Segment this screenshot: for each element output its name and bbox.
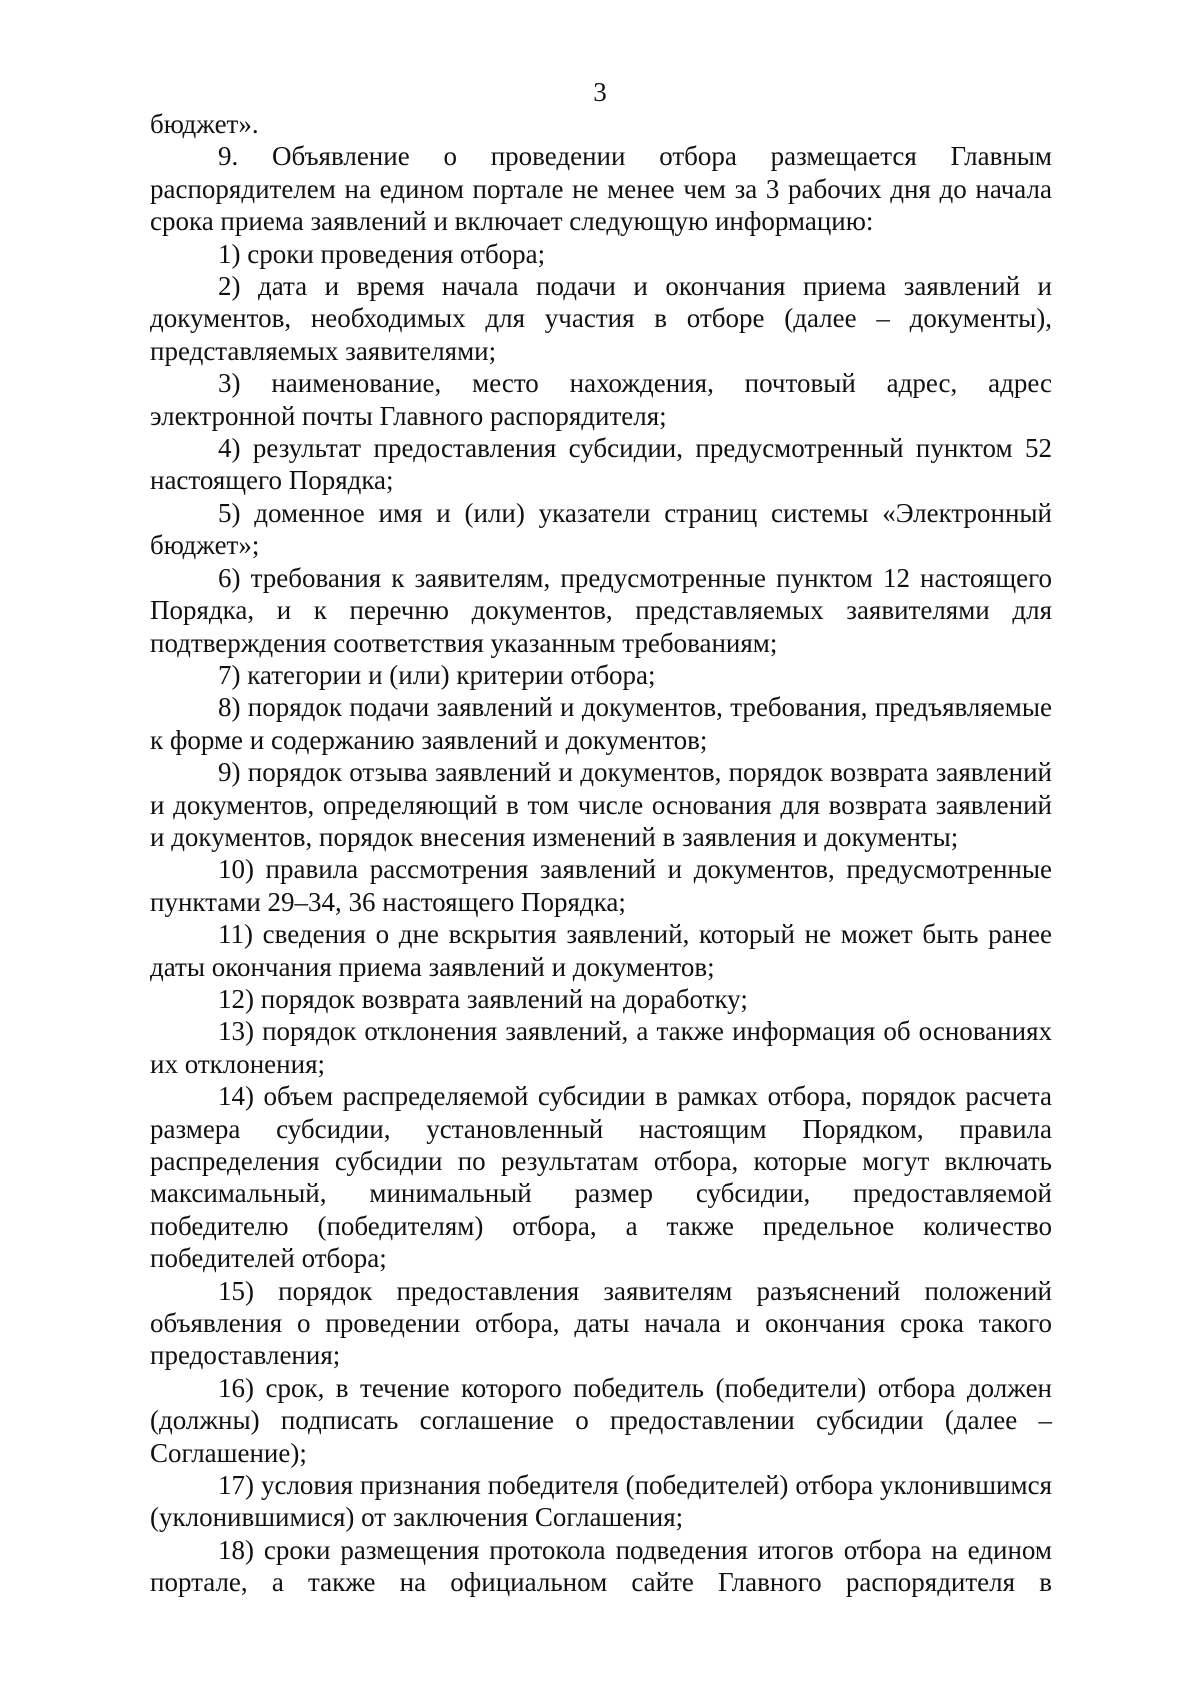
list-item-10: 10) правила рассмотрения заявлений и документов, предусмотренные пунктами 29–34, 36 настоящего Порядка; — [150, 854, 1052, 917]
list-item-1: 1) сроки проведения отбора; — [218, 238, 546, 269]
list-item-4: 4) результат предоставления субсидии, предусмотренный пунктом 52 настоящего Порядка; — [150, 433, 1052, 496]
list-item-17: 17) условия признания победителя (победителей) отбора уклонившимся (уклонившимися) от заключения Соглашения; — [150, 1470, 1052, 1533]
list-item-13: 13) порядок отклонения заявлений, а также информация об основаниях их отклонения; — [150, 1016, 1052, 1079]
list-item-9: 9) порядок отзыва заявлений и документов, порядок возврата заявлений и документов, определяющий в том числе основания для возврата заявлений и документов, порядок внесения изменений в заявления и документы; — [150, 757, 1052, 852]
list-item-16: 16) срок, в течение которого победитель (победители) отбора должен (должны) подписать соглашение о предоставлении субсидии (далее – Соглашение); — [150, 1372, 1052, 1468]
list-item-7: 7) категории и (или) критерии отбора; — [218, 659, 656, 690]
list-item-15: 15) порядок предоставления заявителям разъяснений положений объявления о проведении отбора, даты начала и окончания срока такого предоставления; — [150, 1275, 1052, 1371]
list-item-8: 8) порядок подачи заявлений и документов, требования, предъявляемые к форме и содержанию заявлений и документов; — [150, 692, 1052, 755]
page-number: 3 — [593, 77, 607, 107]
list-item-12: 12) порядок возврата заявлений на доработку; — [218, 983, 748, 1014]
list-item-5: 5) доменное имя и (или) указатели страниц системы «Электронный бюджет»; — [150, 497, 1052, 561]
list-item-6: 6) требования к заявителям, предусмотренные пунктом 12 настоящего Порядка, и к перечню документов, представляемых заявителями для подтверждения соответствия указанным требованиям; — [150, 562, 1052, 658]
paragraph-continuation: бюджет». — [150, 109, 259, 139]
list-item-14: 14) объем распределяемой субсидии в рамках отбора, порядок расчета размера субсидии, установленный настоящим Порядком, правила распределения субсидии по результатам отбора, которые могут включать максимальный, минимальный размер субсидии, предоставляемой победителю (победителям) отбора, а также предельное количество победителей отбора; — [150, 1081, 1052, 1274]
paragraph-item-9: 9. Объявление о проведении отбора размещается Главным распорядителем на едином портале не менее чем за 3 рабочих дня до начала срока приема заявлений и включает следующую информацию: — [150, 141, 1052, 237]
list-item-2: 2) дата и время начала подачи и окончания приема заявлений и документов, необходимых для участия в отборе (далее – документы), представляемых заявителями; — [150, 271, 1052, 366]
document-body — [150, 108, 1052, 1599]
list-item-18: 18) сроки размещения протокола подведения итогов отбора на едином портале, а также на официальном сайте Главного распорядителя в — [150, 1534, 1052, 1598]
list-item-3: 3) наименование, место нахождения, почтовый адрес, адрес электронной почты Главного распорядителя; — [150, 368, 1052, 431]
list-item-11: 11) сведения о дне вскрытия заявлений, который не может быть ранее даты окончания приема заявлений и документов; — [150, 919, 1052, 982]
